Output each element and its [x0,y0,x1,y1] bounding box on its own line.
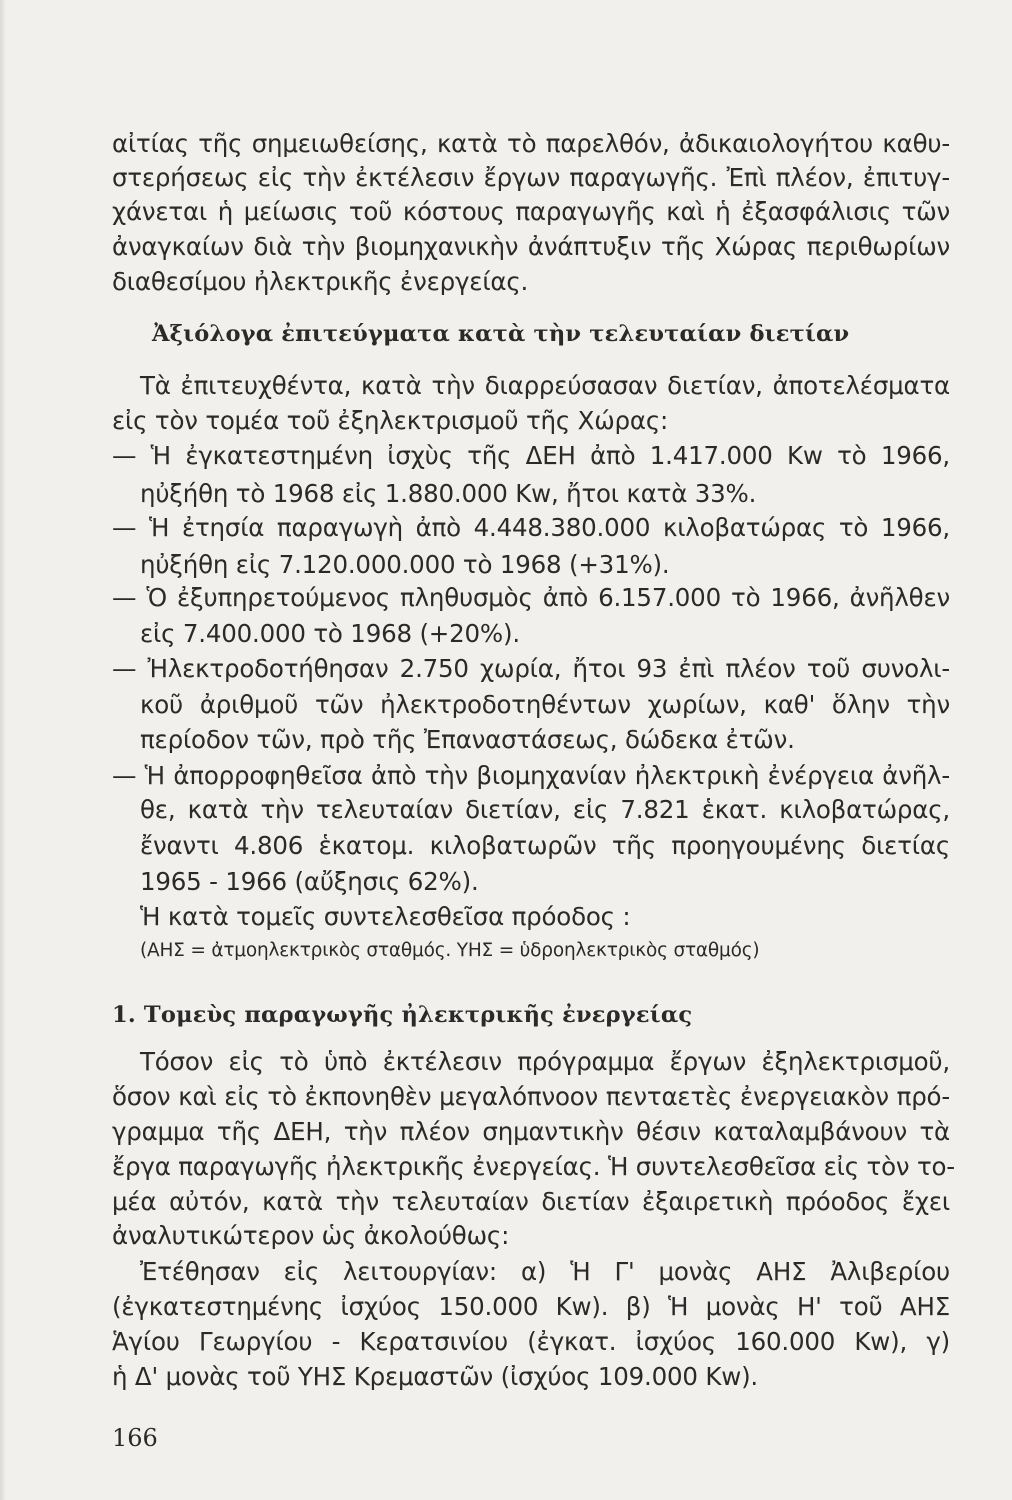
section1-line-1: Τὰ ἐπιτευχθέντα, κατὰ τὴν διαρρεύσασαν διετίαν, ἀποτελέσματα [140,371,950,400]
section2-line-4: ἔργα παραγωγῆς ἠλεκτρικῆς ἐνεργείας. Ἡ συντελεσθεῖσα εἰς τὸν το- [112,1152,955,1181]
section1-bullet-industry-cont3: 1965 - 1966 (αὔξησις 62%). [140,867,479,896]
section1-bullet-capacity: — Ἡ ἐγκατεστημένη ἰσχὺς τῆς ΔΕΗ ἀπὸ 1.417.000 Kw τὸ 1966, [112,441,950,470]
section-heading-production: 1. Τομεὺς παραγωγῆς ἠλεκτρικῆς ἐνεργείας [112,1002,693,1028]
section1-bullet-industry-cont2: ἔναντι 4.806 ἑκατομ. κιλοβατωρῶν τῆς προηγουμένης διετίας [140,831,950,860]
section2-line-10: ἡ Δ' μονὰς τοῦ ΥΗΣ Κρεμαστῶν (ἰσχύος 109.000 Kw). [112,1362,759,1391]
section2-line-5: μέα αὐτόν, κατὰ τὴν τελευταίαν διετίαν ἐξαιρετικὴ πρόοδος ἔχει [112,1187,950,1216]
page-fold-shadow [0,0,6,1500]
intro-line-3: χάνεται ἡ μείωσις τοῦ κόστους παραγωγῆς καὶ ἡ ἐξασφάλισις τῶν [112,197,950,226]
section2-line-7: Ἐτέθησαν εἰς λειτουργίαν: α) Ἡ Γ' μονὰς ΑΗΣ Ἀλιβερίου [140,1257,950,1286]
section1-bullet-capacity-cont: ηὐξήθη τὸ 1968 εἰς 1.880.000 Kw, ἤτοι κατὰ 33%. [140,479,757,508]
section2-line-6: ἀναλυτικώτερον ὡς ἀκολούθως: [112,1221,510,1250]
section1-bullet-industry-cont1: θε, κατὰ τὴν τελευταίαν διετίαν, εἰς 7.821 ἑκατ. κιλοβατώρας, [140,795,950,824]
section2-line-3: γραμμα τῆς ΔΕΗ, τὴν πλέον σημαντικὴν θέσιν καταλαμβάνουν τὰ [112,1117,950,1146]
section-heading-achievements: Ἀξιόλογα ἐπιτεύγματα κατὰ τὴν τελευταίαν διετίαν [152,321,850,347]
section2-line-9: Ἁγίου Γεωργίου - Κερατσινίου (ἐγκατ. ἰσχύος 160.000 Kw), γ) [112,1327,950,1356]
intro-line-1: αἰτίας τῆς σημειωθείσης, κατὰ τὸ παρελθόν, ἀδικαιολογήτου καθυ- [112,129,950,158]
section1-bullet-villages-cont2: περίοδον τῶν, πρὸ τῆς Ἐπαναστάσεως, δώδεκα ἐτῶν. [140,725,795,754]
section1-bullet-villages-cont1: κοῦ ἀριθμοῦ τῶν ἠλεκτροδοτηθέντων χωρίων, καθ' ὅλην τὴν [140,690,950,719]
intro-line-2: στερήσεως εἰς τὴν ἐκτέλεσιν ἔργων παραγωγῆς. Ἐπὶ πλέον, ἐπιτυγ- [112,163,950,192]
intro-line-4: ἀναγκαίων διὰ τὴν βιομηχανικὴν ἀνάπτυξιν τῆς Χώρας περιθωρίων [112,232,950,261]
section1-line-2: εἰς τὸν τομέα τοῦ ἐξηλεκτρισμοῦ τῆς Χώρας: [112,406,669,435]
section1-bullet-production-cont: ηὐξήθη εἰς 7.120.000.000 τὸ 1968 (+31%). [140,550,670,579]
section1-progress-intro: Ἡ κατὰ τομεῖς συντελεσθεῖσα πρόοδος : [140,902,631,931]
section1-bullet-villages: — Ἠλεκτροδοτήθησαν 2.750 χωρία, ἤτοι 93 ἐπὶ πλέον τοῦ συνολι- [112,654,950,683]
section2-line-1: Τόσον εἰς τὸ ὑπὸ ἐκτέλεσιν πρόγραμμα ἔργων ἐξηλεκτρισμοῦ, [140,1047,950,1076]
section1-bullet-population-cont: εἰς 7.400.000 τὸ 1968 (+20%). [140,619,520,648]
section2-line-8: (ἐγκατεστημένης ἰσχύος 150.000 Kw). β) Ἡ μονὰς Η' τοῦ ΑΗΣ [112,1292,950,1321]
section1-bullet-population: — Ὁ ἐξυπηρετούμενος πληθυσμὸς ἀπὸ 6.157.000 τὸ 1966, ἀνῆλθεν [112,583,950,612]
page-number: 166 [112,1424,158,1452]
section1-abbreviations-note: (ΑΗΣ = ἀτμοηλεκτρικὸς σταθμός. ΥΗΣ = ὑδροηλεκτρικὸς σταθμός) [140,940,760,961]
section1-bullet-industry: — Ἡ ἀπορροφηθεῖσα ἀπὸ τὴν βιομηχανίαν ἠλεκτρικὴ ἐνέργεια ἀνῆλ- [112,761,950,790]
section1-bullet-production: — Ἡ ἐτησία παραγωγὴ ἀπὸ 4.448.380.000 κιλοβατώρας τὸ 1966, [112,513,950,542]
intro-line-5: διαθεσίμου ἠλεκτρικῆς ἐνεργείας. [112,267,529,296]
section2-line-2: ὅσον καὶ εἰς τὸ ἐκπονηθὲν μεγαλόπνοον πενταετὲς ἐνεργειακὸν πρό- [112,1082,950,1111]
